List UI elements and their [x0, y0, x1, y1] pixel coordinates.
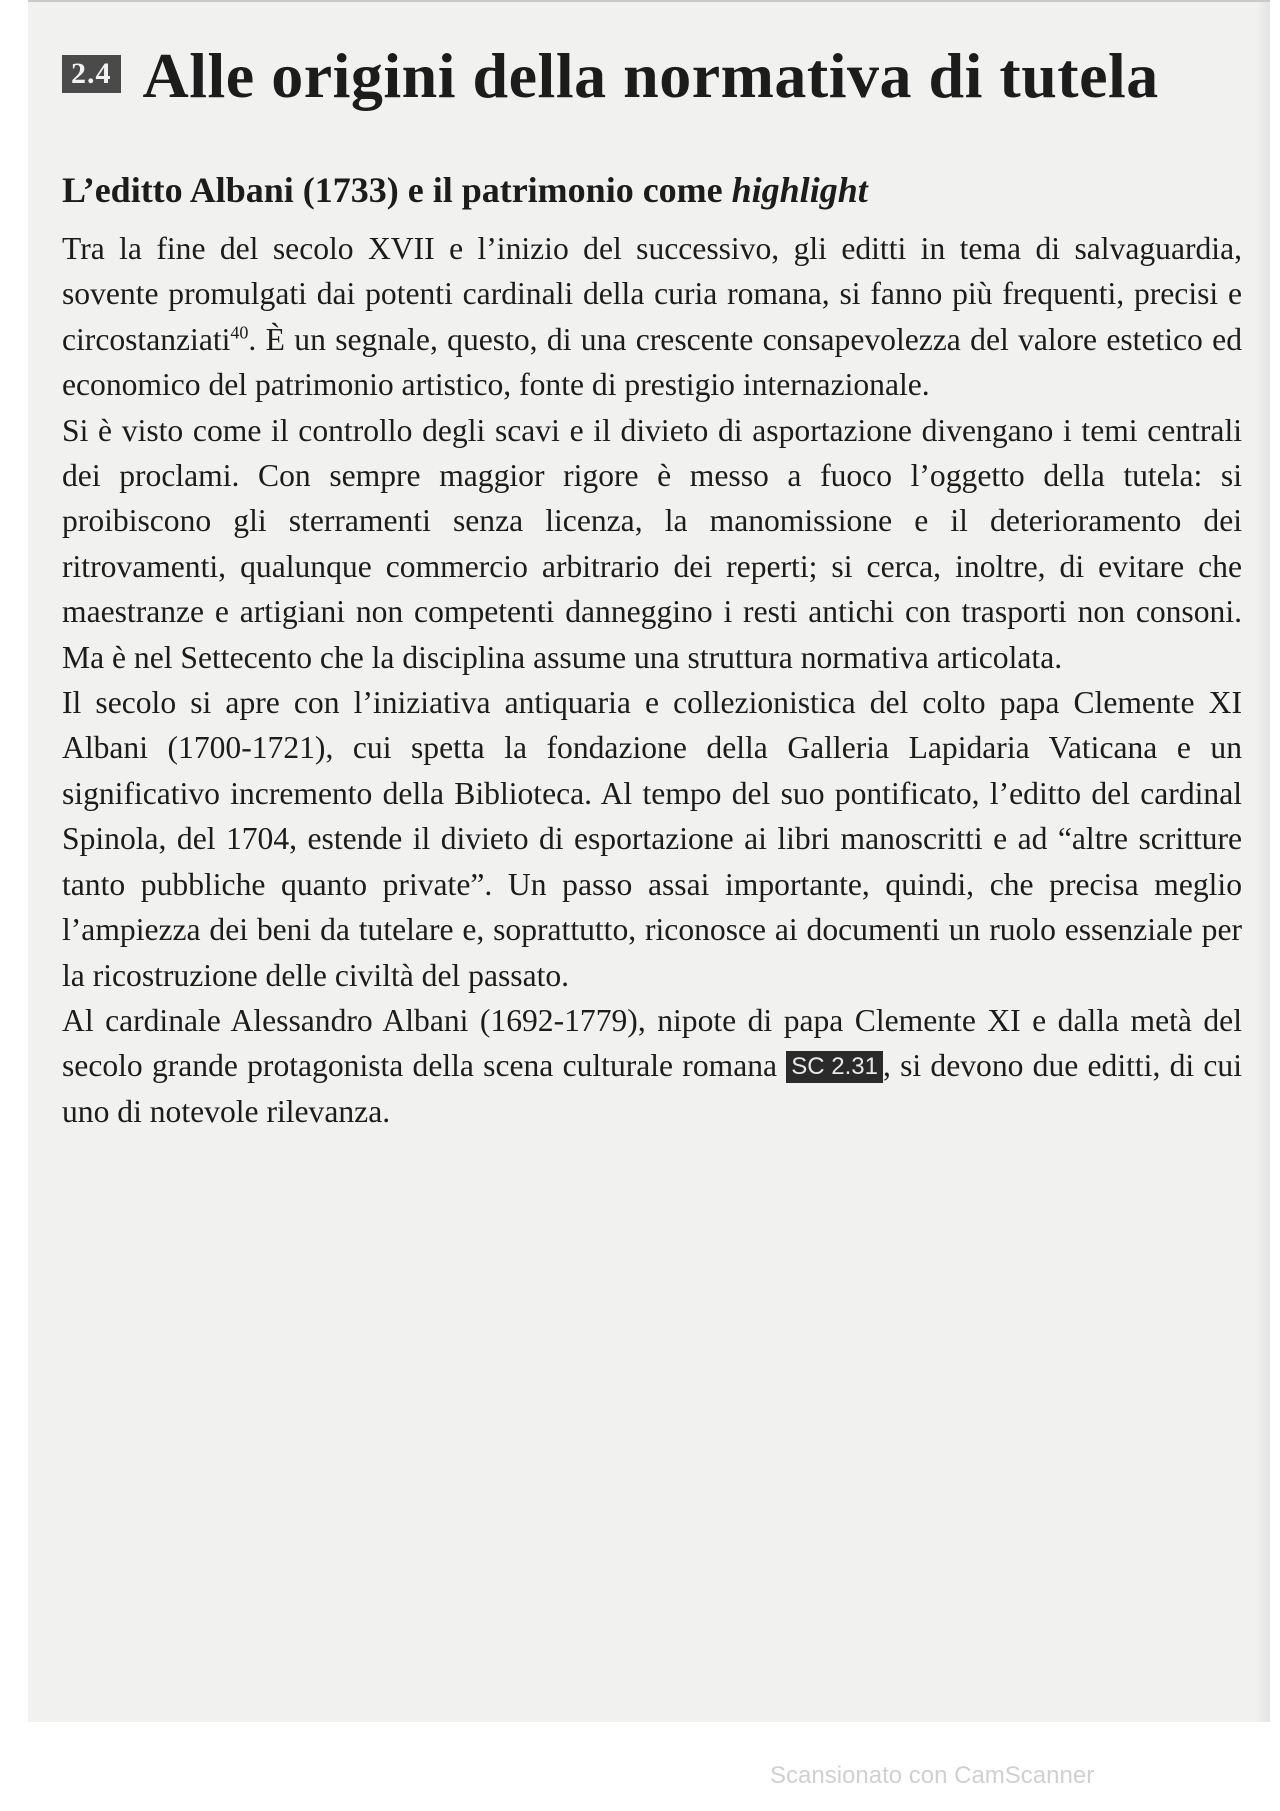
paragraph-1-text: Tra la fine del secolo XVII e l’inizio del successivo, gli editti in tema di salvaguardia, sovente promulgati dai potenti cardinali della curia romana, si fanno più frequenti, precisi e circostanziati [62, 231, 1242, 357]
paragraph-4 [62, 998, 1242, 1134]
scanner-watermark: Scansionato con CamScanner [770, 1762, 1095, 1789]
footnote-marker: 40 [230, 322, 249, 343]
paragraph-2: Si è visto come il controllo degli scavi e il divieto di asportazione divengano i temi centrali dei proclami. Con sempre maggior rigore è messo a fuoco l’oggetto della tutela: si proibiscono gli sterramenti senza licenza, la manomissione e il deterioramento dei ritrovamenti, qualunque commercio arbitrario dei reperti; si cerca, inoltre, di evitare che maestranze e artigiani non competenti danneggino i resti antichi con trasporti non consoni. Ma è nel Settecento che la disciplina assume una struttura normativa articolata. [62, 412, 1242, 675]
section-number-badge: 2.4 [62, 55, 121, 93]
paragraph-4-text: Al cardinale Alessandro Albani (1692-1779), nipote di papa Clemente XI e dalla metà del secolo grande protagonista della scena culturale romana [62, 1002, 1242, 1084]
section-heading [62, 42, 1242, 110]
page-content [62, 42, 1242, 1134]
paragraph-4-rest: , si devono due editti, di cui uno di notevole rilevanza. [62, 1048, 1242, 1129]
subtitle-text: L’editto Albani (1733) e il patrimonio come [62, 170, 732, 210]
body-text [62, 226, 1242, 1134]
subtitle-italic: highlight [731, 170, 868, 210]
cross-reference-badge: SC 2.31 [786, 1051, 883, 1083]
paragraph-1-rest: . È un segnale, questo, di una crescente consapevolezza del valore estetico ed economico del patrimonio artistico, fonte di prestigio internazionale. [62, 321, 1242, 403]
paragraph-1 [62, 226, 1242, 408]
paragraph-3: Il secolo si apre con l’iniziativa antiquaria e collezionistica del colto papa Clemente XI Albani (1700-1721), cui spetta la fondazione della Galleria Lapidaria Vaticana e un significativo incremento della Biblioteca. Al tempo del suo pontificato, l’editto del cardinal Spinola, del 1704, estende il divieto di esportazione ai libri manoscritti e ad “altre scritture tanto pubbliche quanto private”. Un passo assai importante, quindi, che precisa meglio l’ampiezza dei beni da tutelare e, soprattutto, riconosce ai documenti un ruolo essenziale per la ricostruzione delle civiltà del passato. [62, 685, 1242, 993]
section-title: Alle origini della normativa di tutela [142, 40, 1159, 111]
subtitle [62, 168, 1242, 212]
scanned-page [28, 0, 1270, 1722]
